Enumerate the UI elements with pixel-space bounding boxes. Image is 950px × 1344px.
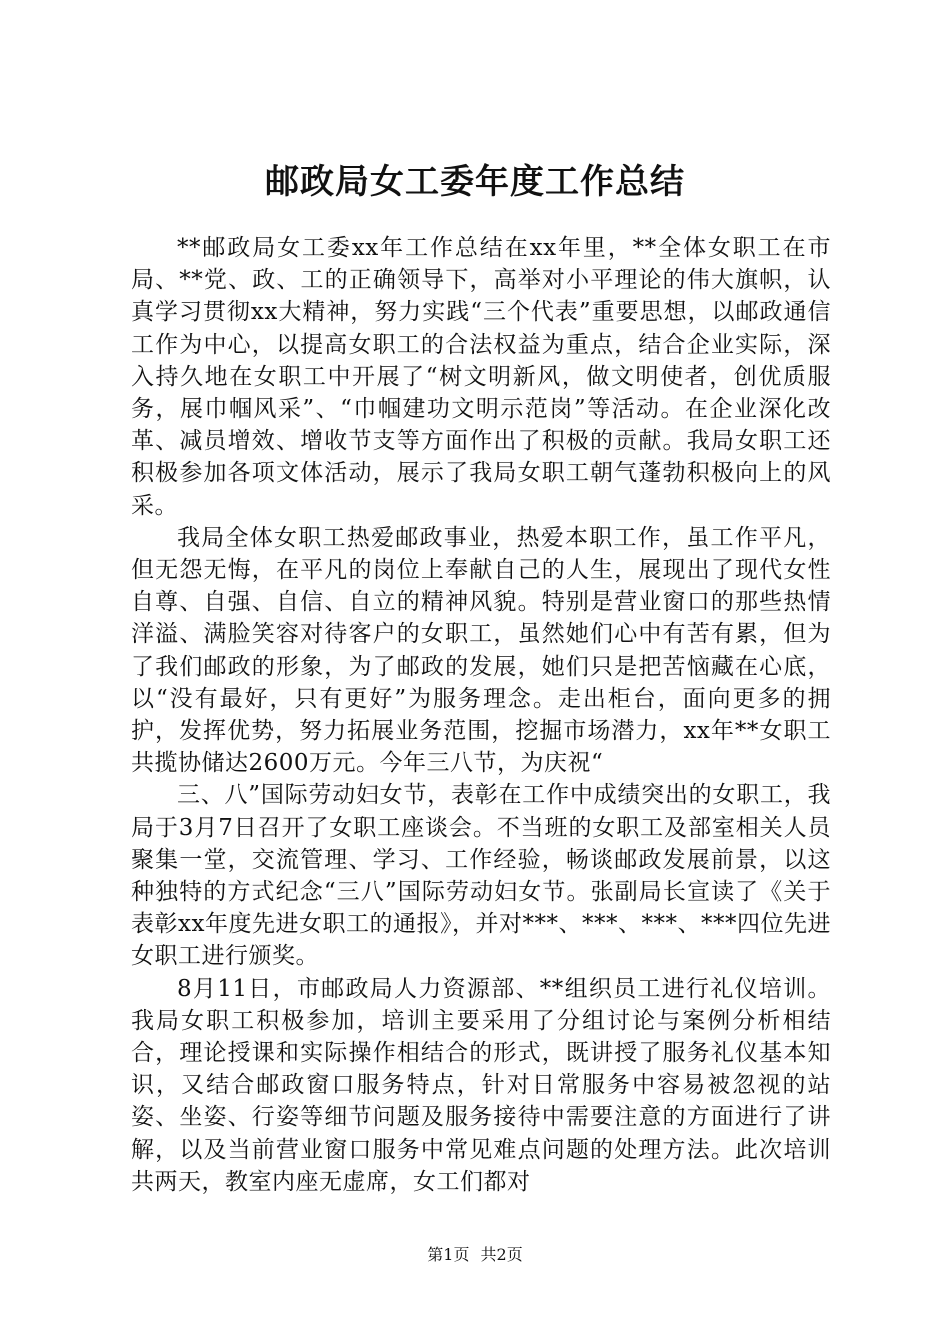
page-footer bbox=[0, 1244, 950, 1266]
document-body bbox=[131, 232, 831, 1198]
paragraph-2: 我局全体女职工热爱邮政事业，热爱本职工作，虽工作平凡，但无怨无悔，在平凡的岗位上奉献自己的人生，展现出了现代女性自尊、自强、自信、自立的精神风貌。特别是营业窗口的那些热情洋溢、满脸笑容对待客户的女职工，虽然她们心中有苦有累，但为了我们邮政的形象，为了邮政的发展，她们只是把苦恼藏在心底，以“没有最好，只有更好”为服务理念。走出柜台，面向更多的拥护，发挥优势，努力拓展业务范围，挖掘市场潜力，xx年**女职工共揽协储达2600万元。今年三八节，为庆祝“ bbox=[131, 524, 831, 777]
document-title: 邮政局女工委年度工作总结 bbox=[265, 162, 685, 202]
paragraph-3: 三、八”国际劳动妇女节，表彰在工作中成绩突出的女职工，我局于3月7日召开了女职工座谈会。不当班的女职工及部室相关人员聚集一堂，交流管理、学习、工作经验，畅谈邮政发展前景，以这种独特的方式纪念“三八”国际劳动妇女节。张副局长宣读了《关于表彰xx年度先进女职工的通报》，并对***、***、***、***四位先进女职工进行颁奖。 bbox=[131, 782, 831, 970]
page-number: 第1页 bbox=[427, 1245, 470, 1264]
page-total: 共2页 bbox=[480, 1245, 523, 1264]
paragraph-1: **邮政局女工委xx年工作总结在xx年里，**全体女职工在市局、**党、政、工的正确领导下，高举对小平理论的伟大旗帜，认真学习贯彻xx大精神，努力实践“三个代表”重要思想，以邮政通信工作为中心，以提高女职工的合法权益为重点，结合企业实际，深入持久地在女职工中开展了“树文明新风，做文明使者，创优质服务，展巾帼风采”、“巾帼建功文明示范岗”等活动。在企业深化改革、减员增效、增收节支等方面作出了积极的贡献。我局女职工还积极参加各项文体活动，展示了我局女职工朝气蓬勃积极向上的风采。 bbox=[131, 235, 831, 519]
paragraph-4: 8月11日，市邮政局人力资源部、**组织员工进行礼仪培训。我局女职工积极参加，培训主要采用了分组讨论与案例分析相结合，理论授课和实际操作相结合的形式，既讲授了服务礼仪基本知识，又结合邮政窗口服务特点，针对日常服务中容易被忽视的站姿、坐姿、行姿等细节问题及服务接待中需要注意的方面进行了讲解，以及当前营业窗口服务中常见难点问题的处理方法。此次培训共两天，教室内座无虚席，女工们都对 bbox=[131, 975, 831, 1195]
